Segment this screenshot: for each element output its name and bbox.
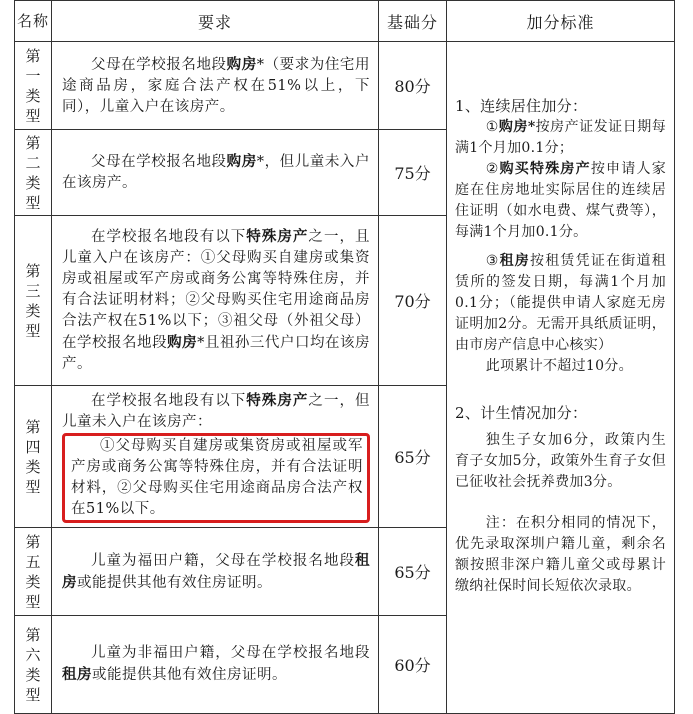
base-score: 70分 bbox=[379, 216, 447, 386]
base-score: 65分 bbox=[379, 386, 447, 528]
requirement-cell: 父母在学校报名地段购房*，但儿童未入户在该房产。 bbox=[52, 130, 379, 216]
base-score: 75分 bbox=[379, 130, 447, 216]
requirement-cell: 父母在学校报名地段购房*（要求为住宅用途商品房，家庭合法产权在51%以上，下同），儿童入户在该房产。 bbox=[52, 42, 379, 130]
header-base-score: 基础分 bbox=[379, 1, 447, 42]
bonus-special-property: ②购买特殊房产按申请人家庭在住房地址实际居住的连续居住证明（如水电费、煤气费等），每满1个月加0.1分。 bbox=[455, 161, 666, 240]
bonus-section-2-title: 2、计生情况加分： bbox=[455, 404, 588, 422]
category-cell: 第 三 类 型 bbox=[15, 216, 52, 386]
table-row bbox=[15, 42, 675, 130]
base-score: 60分 bbox=[379, 616, 447, 714]
base-score: 80分 bbox=[379, 42, 447, 130]
highlighted-clause: ①父母购买自建房或集资房或祖屋或军产房或商务公寓等特殊住房，并有合法证明材料，②父母购买住宅用途商品房合法产权在51%以下。 bbox=[62, 433, 370, 523]
header-name: 名称 bbox=[15, 1, 52, 42]
bonus-section-1-title: 1、连续居住加分： bbox=[455, 97, 588, 115]
requirement-cell: 儿童为非福田户籍，父母在学校报名地段租房或能提供其他有效住房证明。 bbox=[52, 616, 379, 714]
requirement-cell: 在学校报名地段有以下特殊房产之一，但儿童未入户在该房产： ①父母购买自建房或集资房或祖屋或军产房或商务公寓等特殊住房，并有合法证明材料，②父母购买住宅用途商品房合法产权在51%以下。 bbox=[52, 386, 379, 528]
requirement-cell: 儿童为福田户籍，父母在学校报名地段租房或能提供其他有效住房证明。 bbox=[52, 528, 379, 616]
table-header-row bbox=[15, 1, 675, 42]
category-cell: 第 五 类 型 bbox=[15, 528, 52, 616]
bonus-standard-cell bbox=[447, 42, 675, 714]
bonus-note: 注：在积分相同的情况下，优先录取深圳户籍儿童，剩余名额按照非深户籍儿童父或母累计缴纳社保时间长短依次录取。 bbox=[455, 515, 666, 594]
category-cell: 第 四 类 型 bbox=[15, 386, 52, 528]
bonus-cap: 此项累计不超过10分。 bbox=[485, 358, 633, 374]
header-bonus: 加分标准 bbox=[447, 1, 675, 42]
category-cell: 第 六 类 型 bbox=[15, 616, 52, 714]
category-cell: 第 一 类 型 bbox=[15, 42, 52, 130]
requirement-cell: 在学校报名地段有以下特殊房产之一，且儿童入户在该房产：①父母购买自建房或集资房或祖屋或军产房或商务公寓等特殊住房，并有合法证明材料；②父母购买住宅用途商品房合法产权在51%以下；③祖父母（外祖父母）在学校报名地段购房*且祖孙三代户口均在该房产。 bbox=[52, 216, 379, 386]
base-score: 65分 bbox=[379, 528, 447, 616]
category-cell: 第 二 类 型 bbox=[15, 130, 52, 216]
bonus-family-planning: 独生子女加6分，政策内生育子女加5分，政策外生育子女但已征收社会抚养费加3分。 bbox=[455, 432, 666, 490]
bonus-purchase: ①购房*按房产证发证日期每满1个月加0.1分； bbox=[455, 119, 666, 156]
admission-points-table bbox=[14, 0, 675, 714]
bonus-rental: ③租房按租赁凭证在街道租赁所的签发日期，每满1个月加0.1分；（能提供申请人家庭无房证明加2分。无需开具纸质证明，由市房产信息中心核实） bbox=[455, 253, 666, 353]
header-requirement: 要求 bbox=[52, 1, 379, 42]
